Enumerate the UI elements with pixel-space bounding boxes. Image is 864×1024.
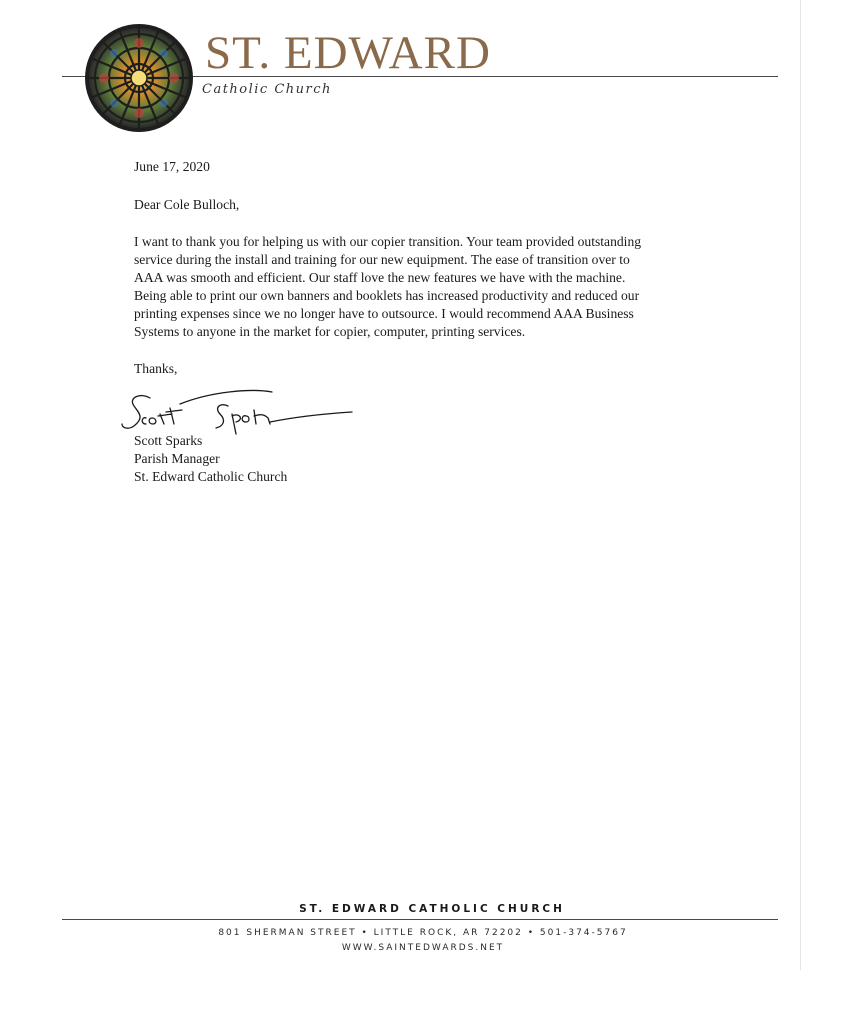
- signer-title: Parish Manager: [134, 451, 220, 466]
- letter-closing: Thanks,: [134, 361, 178, 376]
- letter-body: [134, 233, 641, 341]
- page-edge: [800, 0, 801, 970]
- signer-name: Scott Sparks: [134, 433, 203, 448]
- letterhead-subtitle: Catholic Church: [202, 82, 332, 97]
- letterhead-name: ST. EDWARD: [205, 27, 491, 79]
- body-line: service during the install and training for our new equipment. The ease of transition over to: [134, 252, 630, 267]
- signer-block: [134, 432, 287, 486]
- handwritten-signature: [120, 384, 355, 436]
- footer-address: 801 SHERMAN STREET • LITTLE ROCK, AR 72202 • 501-374-5767: [218, 928, 628, 938]
- body-line: Being able to print our own banners and booklets has increased productivity and reduced our: [134, 288, 640, 303]
- body-line: Systems to anyone in the market for copier, computer, printing services.: [134, 324, 526, 339]
- letter-date: June 17, 2020: [134, 159, 210, 174]
- rose-window-icon: [84, 23, 194, 133]
- body-line: I want to thank you for helping us with our copier transition. Your team provided outstanding: [134, 234, 642, 249]
- footer-website: WWW.SAINTEDWARDS.NET: [341, 943, 505, 953]
- body-line: AAA was smooth and efficient. Our staff love the new features we have with the machine.: [134, 270, 626, 285]
- signer-org: St. Edward Catholic Church: [134, 469, 288, 484]
- footer-name: ST. EDWARD CATHOLIC CHURCH: [299, 903, 565, 915]
- letter-salutation: Dear Cole Bulloch,: [134, 197, 240, 212]
- footer-rule: [62, 919, 778, 920]
- body-line: printing expenses since we no longer have to outsource. I would recommend AAA Business: [134, 306, 634, 321]
